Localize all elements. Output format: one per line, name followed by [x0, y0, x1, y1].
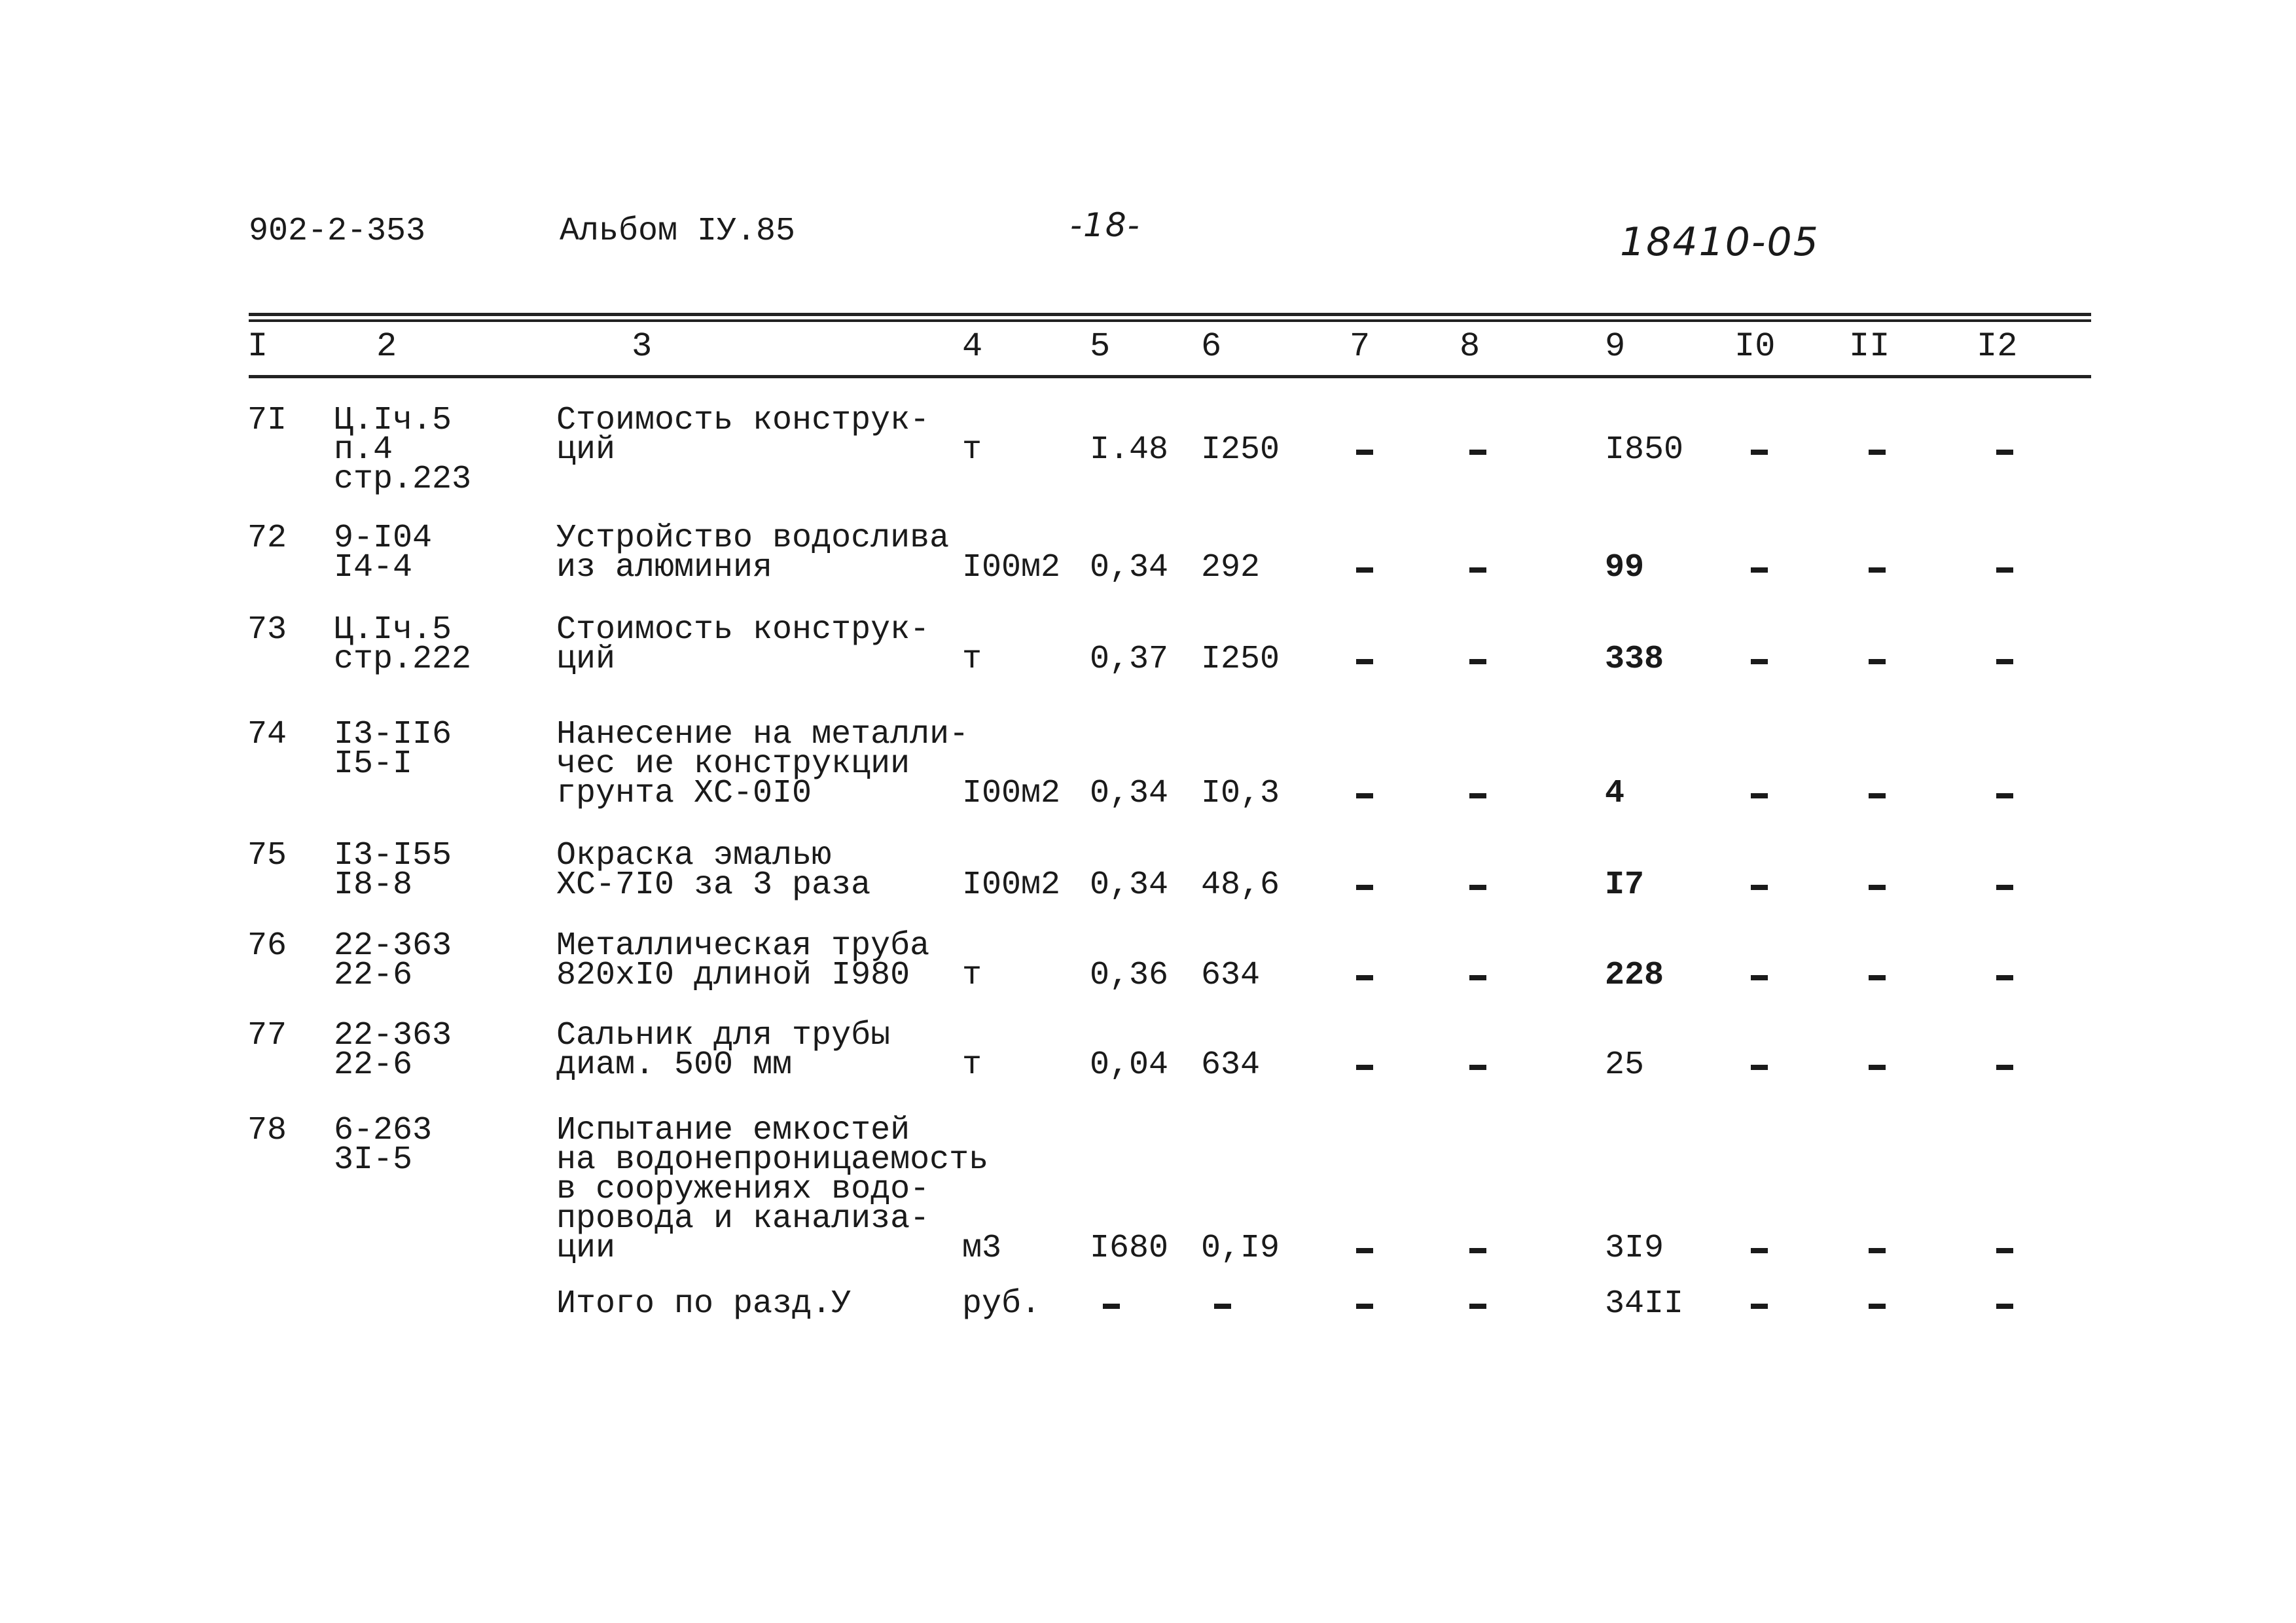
col12-dash: [1996, 659, 2013, 664]
col12-dash: [1996, 1248, 2013, 1253]
quantity: 0,34: [1090, 866, 1169, 904]
col11-dash: [1869, 885, 1886, 890]
total-cost: 228: [1605, 957, 1664, 994]
col10-dash: [1751, 1065, 1768, 1070]
col10-dash: [1751, 975, 1768, 980]
col12-dash: [1996, 567, 2013, 573]
table-top-rule-2: [249, 319, 2091, 322]
work-description: Испытание емкостей на водонепроницаемость в сооружениях водо- провода и канализа- ции: [556, 1112, 989, 1267]
project-code: 902-2-353: [249, 213, 426, 250]
col7-dash: [1356, 1248, 1373, 1253]
work-description: Металлическая труба 820хI0 длиной I980: [556, 927, 930, 994]
row-number: 76: [247, 927, 287, 965]
row-number: 74: [247, 716, 287, 753]
col7-dash: [1356, 885, 1373, 890]
norm-reference: Ц.Iч.5 п.4 стр.223: [334, 402, 472, 498]
col10-dash: [1751, 659, 1768, 664]
col10-dash: [1751, 450, 1768, 455]
column-number-3: 3: [632, 327, 653, 366]
col10-dash: [1751, 885, 1768, 890]
norm-reference: I3-II6 I5-I: [334, 716, 452, 783]
column-number-2: 2: [376, 327, 397, 366]
unit-price: I250: [1201, 641, 1280, 678]
column-number-6: 6: [1201, 327, 1222, 366]
col8-dash: [1469, 567, 1486, 573]
quantity: 0,34: [1090, 549, 1169, 586]
norm-reference: 9-I04 I4-4: [334, 520, 433, 586]
unit-price: 48,6: [1201, 866, 1280, 904]
album-label: Альбом IУ.85: [560, 213, 796, 250]
column-number-1: I: [247, 327, 268, 366]
work-description: Устройство водослива из алюминия: [556, 520, 950, 586]
unit-price: 292: [1201, 549, 1261, 586]
unit: т: [962, 641, 982, 678]
row-number: 77: [247, 1017, 287, 1054]
col10-dash: [1751, 793, 1768, 798]
quantity: 0,34: [1090, 775, 1169, 812]
page-number: -18-: [1070, 206, 1141, 244]
col11-dash: [1869, 1065, 1886, 1070]
unit-price: 634: [1201, 957, 1261, 994]
col7-dash: [1356, 567, 1373, 573]
total-cost: 3I9: [1605, 1230, 1664, 1267]
col12-dash: [1996, 1065, 2013, 1070]
norm-reference: Ц.Iч.5 стр.222: [334, 611, 472, 678]
unit: т: [962, 431, 982, 469]
column-number-12: I2: [1977, 327, 2018, 366]
work-description: Окраска эмалью ХС-7I0 за 3 раза: [556, 837, 871, 904]
total-cost: 4: [1605, 775, 1625, 812]
total-cost: 99: [1605, 549, 1645, 586]
total-cost: 25: [1605, 1046, 1645, 1084]
unit: т: [962, 1046, 982, 1084]
col10-dash: [1751, 567, 1768, 573]
col7-dash: [1356, 793, 1373, 798]
col8-dash: [1469, 450, 1486, 455]
col12-dash: [1996, 450, 2013, 455]
column-number-5: 5: [1090, 327, 1111, 366]
column-number-8: 8: [1460, 327, 1480, 366]
column-number-7: 7: [1350, 327, 1371, 366]
col8-dash: [1469, 975, 1486, 980]
unit: т: [962, 957, 982, 994]
norm-reference: 6-263 3I-5: [334, 1112, 433, 1179]
unit: руб.: [962, 1285, 1041, 1323]
col12-dash: [1996, 975, 2013, 980]
column-number-11: II: [1849, 327, 1890, 366]
unit-price: 0,I9: [1201, 1230, 1280, 1267]
table-top-rule: [249, 313, 2091, 316]
column-number-10: I0: [1734, 327, 1776, 366]
unit-price-dash: [1214, 1304, 1231, 1309]
table-header-rule: [249, 375, 2091, 378]
column-number-9: 9: [1605, 327, 1626, 366]
total-cost: I850: [1605, 431, 1684, 469]
col11-dash: [1869, 450, 1886, 455]
quantity: 0,36: [1090, 957, 1169, 994]
col7-dash: [1356, 1065, 1373, 1070]
total-cost: I7: [1605, 866, 1645, 904]
col8-dash: [1469, 1248, 1486, 1253]
total-cost: 338: [1605, 641, 1664, 678]
quantity: 0,04: [1090, 1046, 1169, 1084]
norm-reference: 22-363 22-6: [334, 1017, 452, 1084]
col7-dash: [1356, 1304, 1373, 1309]
unit-price: I0,3: [1201, 775, 1280, 812]
col7-dash: [1356, 975, 1373, 980]
quantity: I.48: [1090, 431, 1169, 469]
row-number: 78: [247, 1112, 287, 1149]
col7-dash: [1356, 659, 1373, 664]
row-number: 75: [247, 837, 287, 874]
col11-dash: [1869, 793, 1886, 798]
work-description: Итого по разд.У: [556, 1285, 852, 1323]
work-description: Стоимость конструк- ций: [556, 402, 930, 469]
document-number: 18410-05: [1620, 219, 1820, 265]
col11-dash: [1869, 975, 1886, 980]
work-description: Сальник для трубы диам. 500 мм: [556, 1017, 891, 1084]
col8-dash: [1469, 885, 1486, 890]
col11-dash: [1869, 1248, 1886, 1253]
col12-dash: [1996, 1304, 2013, 1309]
row-number: 73: [247, 611, 287, 649]
unit: I00м2: [962, 866, 1061, 904]
unit: м3: [962, 1230, 1002, 1267]
col11-dash: [1869, 659, 1886, 664]
col8-dash: [1469, 1065, 1486, 1070]
column-number-4: 4: [962, 327, 983, 366]
row-number: 72: [247, 520, 287, 557]
quantity: I680: [1090, 1230, 1169, 1267]
col10-dash: [1751, 1304, 1768, 1309]
col12-dash: [1996, 885, 2013, 890]
unit: I00м2: [962, 775, 1061, 812]
work-description: Стоимость конструк- ций: [556, 611, 930, 678]
unit-price: 634: [1201, 1046, 1261, 1084]
col11-dash: [1869, 1304, 1886, 1309]
col11-dash: [1869, 567, 1886, 573]
norm-reference: 22-363 22-6: [334, 927, 452, 994]
row-number: 7I: [247, 402, 287, 439]
quantity: 0,37: [1090, 641, 1169, 678]
col8-dash: [1469, 793, 1486, 798]
unit: I00м2: [962, 549, 1061, 586]
work-description: Нанесение на металли- чес ие конструкции грунта ХС-0I0: [556, 716, 969, 812]
col8-dash: [1469, 659, 1486, 664]
unit-price: I250: [1201, 431, 1280, 469]
quantity-dash: [1103, 1304, 1120, 1309]
col12-dash: [1996, 793, 2013, 798]
col7-dash: [1356, 450, 1373, 455]
norm-reference: I3-I55 I8-8: [334, 837, 452, 904]
col8-dash: [1469, 1304, 1486, 1309]
col10-dash: [1751, 1248, 1768, 1253]
total-cost: 34II: [1605, 1285, 1684, 1323]
